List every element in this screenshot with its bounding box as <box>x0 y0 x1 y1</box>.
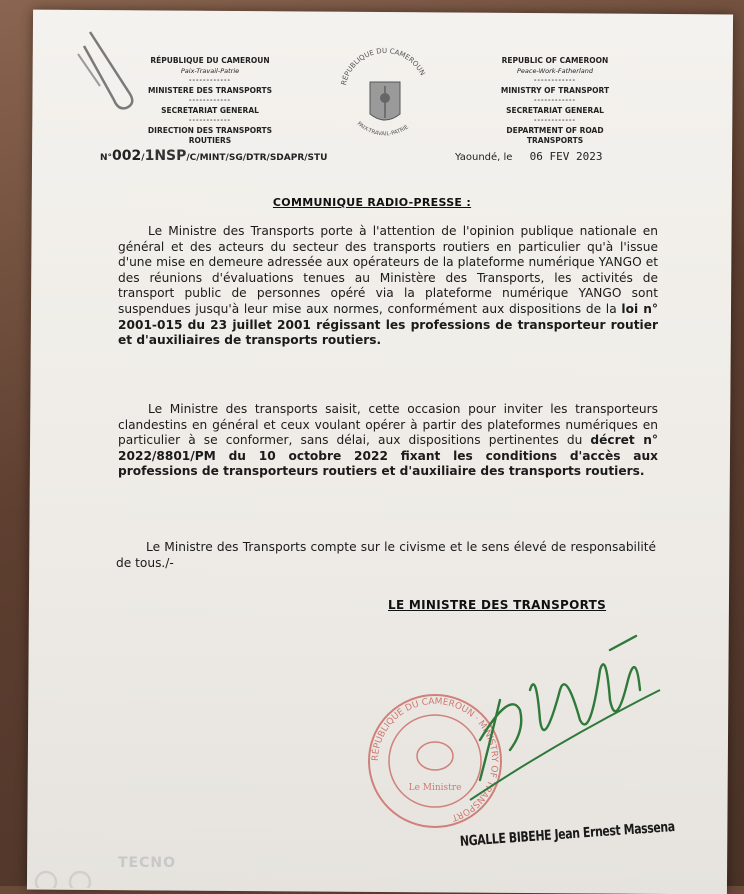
paragraph-3-text: Le Ministre des Transports compte sur le civisme et le sens élevé de responsabilité de tous./- <box>116 540 656 570</box>
date-value: 06 FEV 2023 <box>529 150 603 163</box>
paragraph-2-decree-reference: décret n° 2022/8801/PM du 10 octobre 2022 fixant les conditions d'accès aux professions de transporteurs routiers et d'auxiliaire des transports routiers. <box>118 433 658 479</box>
header-ministry-fr: MINISTERE DES TRANSPORTS <box>147 86 273 95</box>
header-left <box>135 56 285 146</box>
handwritten-signature <box>440 630 670 810</box>
stamp-ring-text: RÉPUBLIQUE DU CAMEROUN · MINISTRY OF TRANSPORT <box>370 696 500 823</box>
header-secretariat-en: SECRETARIAT GENERAL <box>506 106 604 115</box>
paragraph-3 <box>116 540 656 571</box>
header-separator: ------------ <box>189 117 231 124</box>
header-motto-fr: Paix-Travail-Patrie <box>180 67 240 75</box>
header-secretariat-fr: SECRETARIAT GENERAL <box>161 106 259 115</box>
paragraph-1-law-reference: loi n° 2001-015 du 23 juillet 2001 régissant les professions de transporteur routier et d'auxiliaires de transports routiers. <box>118 301 658 348</box>
seal-text: RÉPUBLIQUE DU CAMEROUN <box>339 46 427 87</box>
header-separator: ------------ <box>189 77 231 84</box>
svg-text:PAIX-TRAVAIL-PATRIE <box>356 121 411 137</box>
stamp-center-text: Le Ministre <box>408 783 462 793</box>
paragraph-2-text: Le Ministre des transports saisit, cette occasion pour inviter les transporteurs clandestins en général et ceux voulant opérer à partir des plateformes numériques en particulier à se conformer, sans délai, aux dispositions pertinentes du <box>118 402 658 448</box>
paragraph-2 <box>118 402 658 480</box>
camera-watermark: TECNO <box>118 855 177 871</box>
header-right <box>480 56 630 146</box>
header-department-en: DEPARTMENT OF ROAD TRANSPORTS <box>506 126 604 145</box>
header-separator: ------------ <box>534 97 576 104</box>
reference-code: /C/MINT/SG/DTR/SDAPR/STU <box>186 153 328 163</box>
reference-serial: 002 <box>112 148 142 164</box>
reference-number: N°002/1NSP/C/MINT/SG/DTR/SDAPR/STU <box>100 148 328 164</box>
paragraph-1 <box>118 224 658 349</box>
header-country-fr: RÉPUBLIQUE DU CAMEROUN <box>150 56 270 65</box>
signer-name: NGALLE BIBEHE Jean Ernest Massena <box>459 819 676 850</box>
minister-title: LE MINISTRE DES TRANSPORTS <box>388 598 607 612</box>
svg-text:RÉPUBLIQUE DU CAMEROUN <box>340 47 427 86</box>
header-country-en: REPUBLIC OF CAMEROON <box>501 56 609 65</box>
date-city: Yaoundé, le <box>455 152 513 163</box>
header-separator: ------------ <box>189 97 231 104</box>
document-date <box>455 150 603 163</box>
seal-motto: PAIX-TRAVAIL-PATRIE <box>355 120 410 138</box>
header-separator: ------------ <box>534 77 576 84</box>
reference-stamp: 1NSP <box>144 148 187 164</box>
header-ministry-en: MINISTRY OF TRANSPORT <box>500 86 610 95</box>
header-motto-en: Peace-Work-Fatherland <box>517 67 593 75</box>
camera-brand-icon <box>32 866 106 888</box>
coat-of-arms-seal <box>330 38 440 148</box>
header-separator: ------------ <box>534 117 576 124</box>
communique-title: COMMUNIQUE RADIO-PRESSE : <box>272 196 472 209</box>
header-direction-fr: DIRECTION DES TRANSPORTS ROUTIERS <box>147 126 273 145</box>
paragraph-1-text: Le Ministre des Transports porte à l'attention de l'opinion publique nationale en général et des acteurs du secteur des transports routiers en particulier qu'à l'issue d'une mise en demeure adressée aux opérateurs de la plateforme numérique YANGO et des réunions d'évaluations tenues au Ministère des Transports, les activités de transport public de personnes opéré via la plateforme numérique YANGO sont suspendues jusqu'à leur mise aux normes, conformément aux dispositions de la <box>118 224 658 316</box>
reference-prefix: N° <box>100 153 113 163</box>
